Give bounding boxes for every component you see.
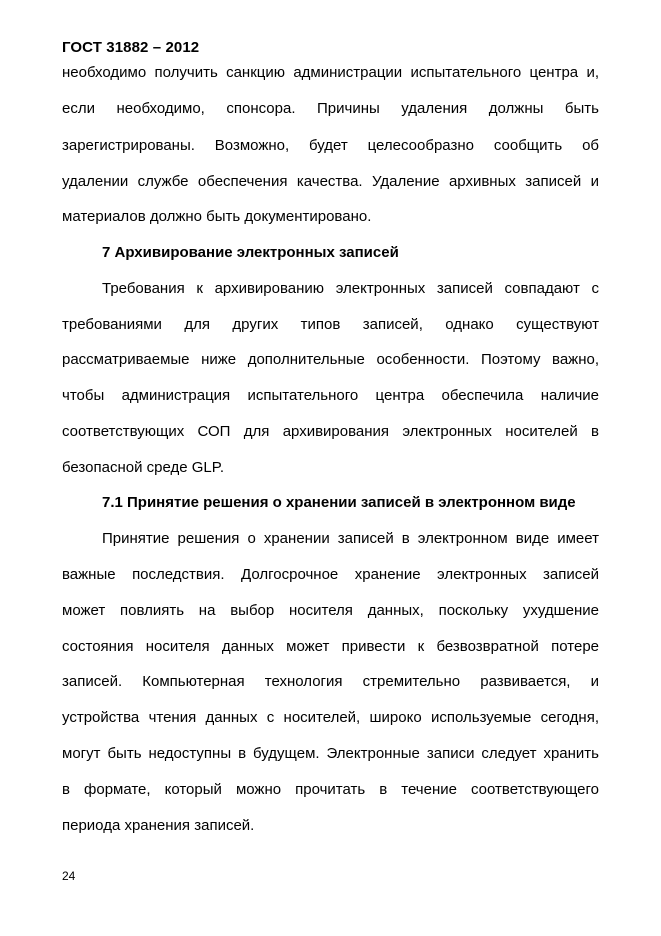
text-line: могут быть недоступны в будущем. Электронные записи следует хранить xyxy=(62,745,599,762)
text-line: может повлиять на выбор носителя данных, поскольку ухудшение xyxy=(62,602,599,619)
text-line: зарегистрированы. Возможно, будет целесообразно сообщить об xyxy=(62,137,599,154)
page-number: 24 xyxy=(62,869,76,883)
text-line: рассматриваемые ниже дополнительные особенности. Поэтому важно, xyxy=(62,351,599,368)
text-line: чтобы администрация испытательного центра обеспечила наличие xyxy=(62,387,599,404)
text-line: требованиями для других типов записей, однако существуют xyxy=(62,316,599,333)
text-line: в формате, который можно прочитать в течение соответствующего xyxy=(62,781,599,798)
text-line: материалов должно быть документировано. xyxy=(62,208,372,225)
text-line: удалении службе обеспечения качества. Удаление архивных записей и xyxy=(62,173,599,190)
text-line: важные последствия. Долгосрочное хранение электронных записей xyxy=(62,566,599,583)
text-line: необходимо получить санкцию администрации испытательного центра и, xyxy=(62,64,599,81)
document-header: ГОСТ 31882 – 2012 xyxy=(62,39,200,56)
text-line: состояния носителя данных может привести к безвозвратной потере xyxy=(62,638,599,655)
text-line: устройства чтения данных с носителей, широко используемые сегодня, xyxy=(62,709,599,726)
text-line: Принятие решения о хранении записей в электронном виде имеет xyxy=(102,530,599,547)
text-line: записей. Компьютерная технология стремительно развивается, и xyxy=(62,673,599,690)
text-line: если необходимо, спонсора. Причины удаления должны быть xyxy=(62,100,599,117)
text-line: Требования к архивированию электронных записей совпадают с xyxy=(102,280,599,297)
text-line: периода хранения записей. xyxy=(62,817,255,834)
section-heading: 7 Архивирование электронных записей xyxy=(102,244,399,261)
text-line: соответствующих СОП для архивирования электронных носителей в xyxy=(62,423,599,440)
subsection-heading: 7.1 Принятие решения о хранении записей в электронном виде xyxy=(102,494,576,511)
text-line: безопасной среде GLP. xyxy=(62,459,224,476)
